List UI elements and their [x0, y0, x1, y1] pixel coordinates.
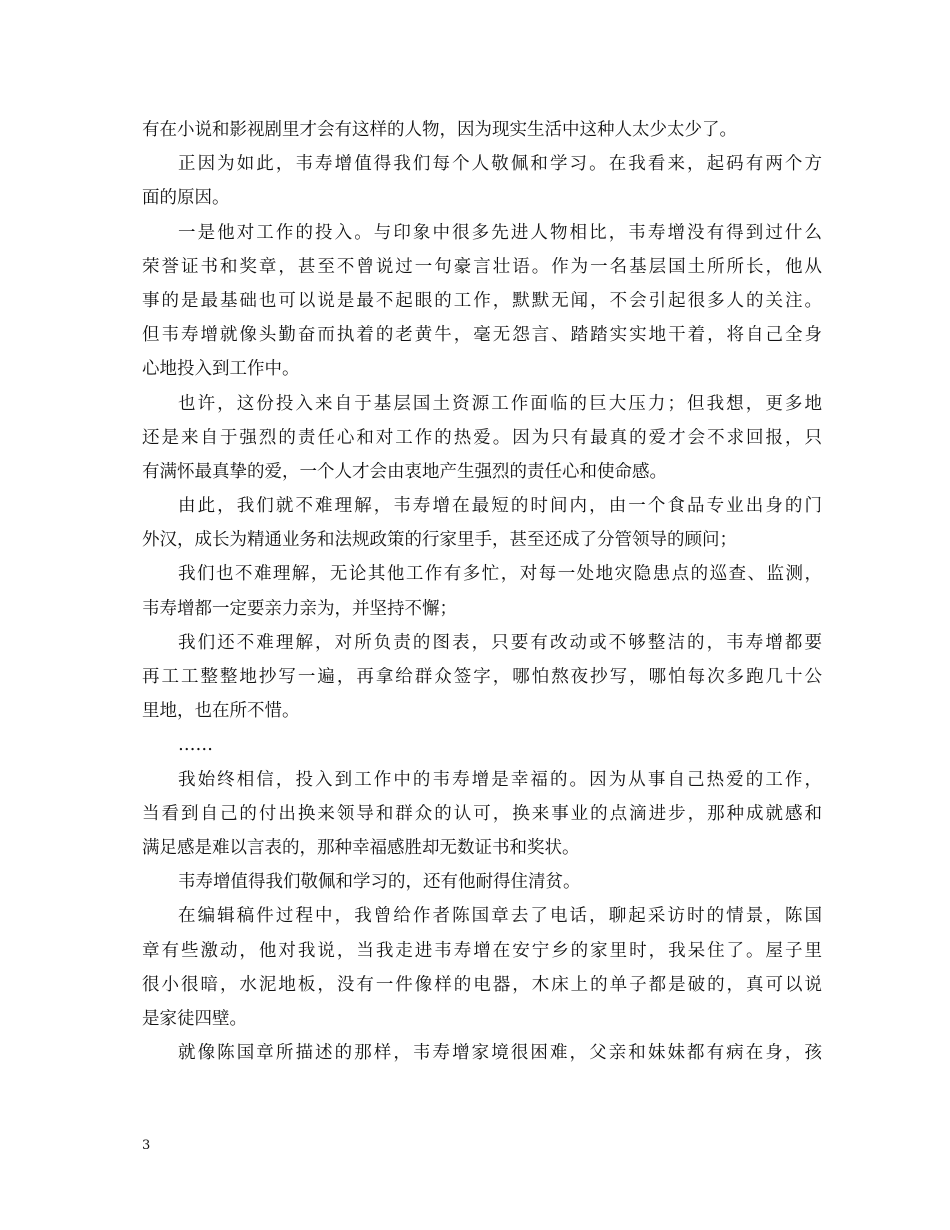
text-line: 我们也不难理解，无论其他工作有多忙，对每一处地灾隐患点的巡查、监测， [178, 564, 822, 585]
text-line: 韦寿增都一定要亲力亲为，并坚持不懈； [142, 598, 457, 619]
text-line: 章有些激动，他对我说，当我走进韦寿增在安宁乡的家里时，我呆住了。屋子里 [142, 940, 822, 961]
text-line: …… [178, 735, 213, 756]
text-line: 我们还不难理解，对所负责的图表，只要有改动或不够整洁的，韦寿增都要 [178, 632, 822, 653]
text-line: 韦寿增值得我们敬佩和学习的，还有他耐得住清贫。 [178, 872, 581, 893]
text-line: 正因为如此，韦寿增值得我们每个人敬佩和学习。在我看来，起码有两个方 [178, 154, 822, 175]
text-line: 事的是最基础也可以说是最不起眼的工作，默默无闻，不会引起很多人的关注。 [142, 290, 822, 311]
text-line: 就像陈国章所描述的那样，韦寿增家境很困难，父亲和妹妹都有病在身，孩 [178, 1043, 822, 1064]
text-line: 还是来自于强烈的责任心和对工作的热爱。因为只有最真的爱才会不求回报，只 [142, 427, 822, 448]
document-body [142, 113, 822, 1070]
text-line: 我始终相信，投入到工作中的韦寿增是幸福的。因为从事自己热爱的工作， [178, 769, 822, 790]
text-line: 满足感是难以言表的，那种幸福感胜却无数证书和奖状。 [142, 837, 580, 858]
text-line: 是家徒四壁。 [142, 1008, 247, 1029]
page-number: 3 [142, 1138, 151, 1153]
text-line: 但韦寿增就像头勤奋而执着的老黄牛，毫无怨言、踏踏实实地干着，将自己全身 [142, 325, 822, 346]
text-line: 外汉，成长为精通业务和法规政策的行家里手，甚至还成了分管领导的顾问； [142, 530, 737, 551]
text-line: 再工工整整地抄写一遍，再拿给群众签字，哪怕熬夜抄写，哪怕每次多跑几十公 [142, 667, 822, 687]
text-line: 由此，我们就不难理解，韦寿增在最短的时间内，由一个食品专业出身的门 [178, 496, 822, 517]
text-line: 心地投入到工作中。 [142, 359, 300, 380]
text-line: 也许，这份投入来自于基层国土资源工作面临的巨大压力；但我想，更多地 [178, 393, 822, 414]
text-line: 一是他对工作的投入。与印象中很多先进人物相比，韦寿增没有得到过什么 [178, 222, 822, 243]
text-line: 荣誉证书和奖章，甚至不曾说过一句豪言壮语。作为一名基层国土所所长，他从 [142, 256, 822, 277]
text-line: 有满怀最真挚的爱，一个人才会由衷地产生强烈的责任心和使命感。 [142, 461, 667, 482]
text-line: 很小很暗，水泥地板，没有一件像样的电器，木床上的单子都是破的，真可以说 [142, 974, 822, 995]
text-line: 有在小说和影视剧里才会有这样的人物，因为现实生活中这种人太少太少了。 [142, 120, 737, 140]
text-line: 里地，也在所不惜。 [142, 701, 300, 722]
text-line: 在编辑稿件过程中，我曾给作者陈国章去了电话，聊起采访时的情景，陈国 [178, 906, 822, 927]
text-line: 面的原因。 [142, 188, 230, 209]
text-line: 当看到自己的付出换来领导和群众的认可，换来事业的点滴进步，那种成就感和 [142, 803, 822, 824]
